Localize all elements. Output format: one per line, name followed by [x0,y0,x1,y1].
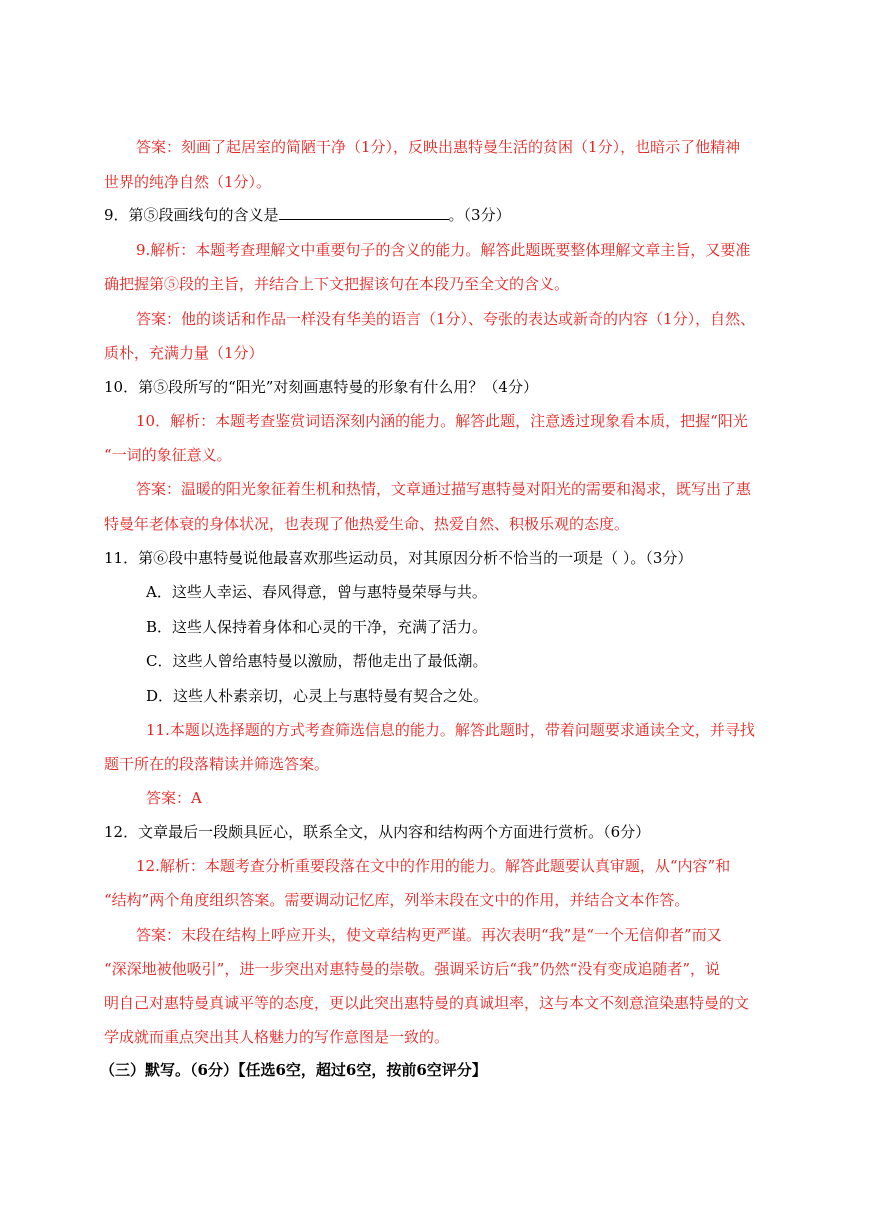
analysis-10-cont: “一词的象征意义。 [104,446,232,464]
answer-12: 答案：末段在结构上呼应开头，使文章结构更严谨。再次表明“我”是“一个无信仰者”而又 [136,926,722,944]
section-dictation-heading: （三）默写。（6分）【任选6空，超过6空，按前6空评分】 [100,1061,487,1079]
analysis-9: 9.解析：本题考查理解文中重要句子的含义的能力。解答此题既要整体理解文章主旨，又要准 [136,241,751,259]
answer-9: 答案：他的谈话和作品一样没有华美的语言（1分）、夸张的表达或新奇的内容（1分），自然、 [136,310,756,328]
answer-10: 答案：温暖的阳光象征着生机和热情，文章通过描写惠特曼对阳光的需要和渴求，既写出了惠 [136,480,752,498]
question-9-text: 9．第⑤段画线句的含义是 [104,206,279,224]
question-11: 11．第⑥段中惠特曼说他最喜欢那些运动员，对其原因分析不恰当的一项是（ ）。（3分） [104,549,693,567]
answer-9-cont: 质朴，充满力量（1分） [104,344,264,362]
question-12: 12．文章最后一段颇具匠心，联系全文，从内容和结构两个方面进行赏析。（6分） [104,823,651,841]
analysis-12-cont: “结构”两个角度组织答案。需要调动记忆库，列举末段在文中的作用，并结合文本作答。 [104,891,690,909]
option-a: A．这些人幸运、春风得意，曾与惠特曼荣辱与共。 [146,583,487,601]
answer-11: 答案：A [146,789,202,807]
answer-blank [279,205,449,220]
analysis-11-cont: 题干所在的段落精读并筛选答案。 [104,755,330,773]
option-d: D．这些人朴素亲切，心灵上与惠特曼有契合之处。 [146,687,489,705]
answer-12-line3: 明自己对惠特曼真诚平等的态度，更以此突出惠特曼的真诚坦率，这与本文不刻意渲染惠特曼的文 [104,994,750,1012]
question-10: 10．第⑤段所写的“阳光”对刻画惠特曼的形象有什么用？（4分） [104,378,538,396]
analysis-10: 10．解析：本题考查鉴赏词语深刻内涵的能力。解答此题，注意透过现象看本质，把握“阳光 [136,412,748,430]
answer-10-cont: 特曼年老体衰的身体状况，也表现了他热爱生命、热爱自然、积极乐观的态度。 [104,515,630,533]
answer-12-line4: 学成就而重点突出其人格魅力的写作意图是一致的。 [104,1028,450,1046]
analysis-11: 11.本题以选择题的方式考查筛选信息的能力。解答此题时，带着问题要求通读全文，并寻找 [146,721,755,739]
answer-8-cont: 世界的纯净自然（1分）。 [104,173,272,191]
question-9-score: 。（3分） [448,206,511,224]
option-c: C．这些人曾给惠特曼以激励，帮他走出了最低潮。 [146,652,488,670]
analysis-9-cont: 确把握第⑤段的主旨，并结合上下文把握该句在本段乃至全文的含义。 [104,275,570,293]
analysis-12: 12.解析：本题考查分析重要段落在文中的作用的能力。解答此题要认真审题，从“内容”和 [136,857,731,875]
option-b: B．这些人保持着身体和心灵的干净，充满了活力。 [146,618,488,636]
answer-12-line2: “深深地被他吸引”，进一步突出对惠特曼的崇敬。强调采访后“我”仍然“没有变成追随者”，说 [104,960,721,978]
answer-8: 答案：刻画了起居室的简陋干净（1分），反映出惠特曼生活的贫困（1分），也暗示了他精神 [136,138,741,156]
question-9 [104,205,511,225]
